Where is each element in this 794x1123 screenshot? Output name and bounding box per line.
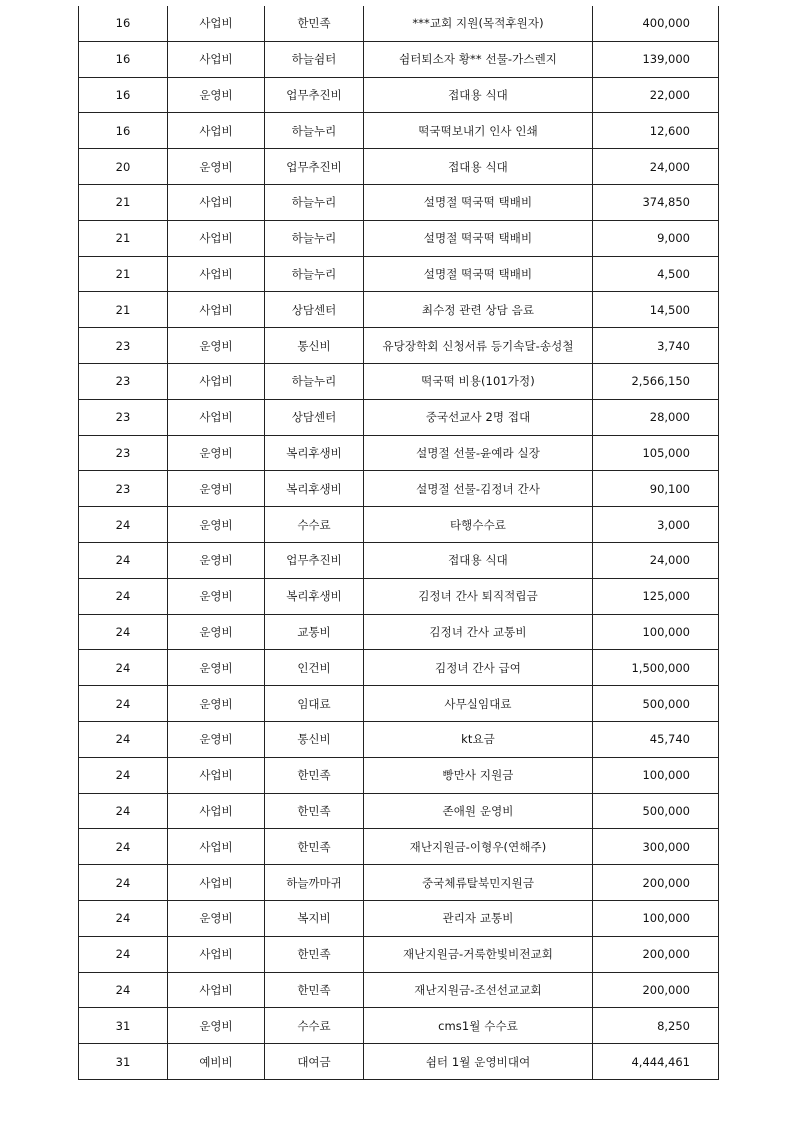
table-row [79, 972, 719, 1008]
description-cell: 중국선교사 2명 접대 [364, 399, 593, 435]
description-cell: 빵만사 지원금 [364, 757, 593, 793]
day-cell: 16 [79, 113, 168, 149]
subcategory-cell: 한민족 [265, 936, 364, 972]
day-cell: 23 [79, 399, 168, 435]
subcategory-cell: 하늘쉼터 [265, 41, 364, 77]
category-cell: 운영비 [168, 149, 265, 185]
day-cell: 24 [79, 721, 168, 757]
description-cell: 재난지원금-거룩한빛비전교회 [364, 936, 593, 972]
description-cell: 관리자 교통비 [364, 900, 593, 936]
amount-cell: 300,000 [593, 829, 719, 865]
amount-cell: 28,000 [593, 399, 719, 435]
subcategory-cell: 하늘까마귀 [265, 865, 364, 901]
table-row [79, 721, 719, 757]
table-row [79, 829, 719, 865]
day-cell: 24 [79, 900, 168, 936]
subcategory-cell: 업무추진비 [265, 149, 364, 185]
description-cell: kt요금 [364, 721, 593, 757]
category-cell: 사업비 [168, 113, 265, 149]
description-cell: 유당장학회 신청서류 등기속달-송성철 [364, 328, 593, 364]
category-cell: 운영비 [168, 471, 265, 507]
description-cell: ***교회 지원(목적후원자) [364, 6, 593, 41]
subcategory-cell: 하늘누리 [265, 113, 364, 149]
table-row [79, 113, 719, 149]
table-row [79, 6, 719, 41]
amount-cell: 45,740 [593, 721, 719, 757]
description-cell: 최수정 관련 상담 음료 [364, 292, 593, 328]
subcategory-cell: 상담센터 [265, 292, 364, 328]
amount-cell: 200,000 [593, 936, 719, 972]
category-cell: 예비비 [168, 1044, 265, 1080]
table-row [79, 77, 719, 113]
category-cell: 운영비 [168, 435, 265, 471]
category-cell: 사업비 [168, 793, 265, 829]
table-row [79, 757, 719, 793]
day-cell: 24 [79, 507, 168, 543]
category-cell: 사업비 [168, 184, 265, 220]
table-row [79, 793, 719, 829]
subcategory-cell: 복리후생비 [265, 435, 364, 471]
day-cell: 21 [79, 292, 168, 328]
table-row [79, 650, 719, 686]
subcategory-cell: 하늘누리 [265, 184, 364, 220]
day-cell: 23 [79, 363, 168, 399]
amount-cell: 100,000 [593, 757, 719, 793]
category-cell: 사업비 [168, 972, 265, 1008]
subcategory-cell: 업무추진비 [265, 77, 364, 113]
day-cell: 24 [79, 829, 168, 865]
subcategory-cell: 한민족 [265, 972, 364, 1008]
description-cell: 설명절 선물-윤예라 실장 [364, 435, 593, 471]
amount-cell: 24,000 [593, 149, 719, 185]
table-row [79, 865, 719, 901]
table-row [79, 184, 719, 220]
category-cell: 사업비 [168, 41, 265, 77]
day-cell: 24 [79, 936, 168, 972]
subcategory-cell: 업무추진비 [265, 542, 364, 578]
subcategory-cell: 하늘누리 [265, 220, 364, 256]
amount-cell: 12,600 [593, 113, 719, 149]
category-cell: 사업비 [168, 399, 265, 435]
category-cell: 운영비 [168, 77, 265, 113]
category-cell: 사업비 [168, 256, 265, 292]
amount-cell: 3,000 [593, 507, 719, 543]
day-cell: 16 [79, 6, 168, 41]
category-cell: 사업비 [168, 936, 265, 972]
amount-cell: 139,000 [593, 41, 719, 77]
description-cell: 떡국떡 비용(101가정) [364, 363, 593, 399]
day-cell: 16 [79, 77, 168, 113]
table-row [79, 435, 719, 471]
category-cell: 사업비 [168, 865, 265, 901]
category-cell: 운영비 [168, 686, 265, 722]
category-cell: 운영비 [168, 1008, 265, 1044]
description-cell: 존애원 운영비 [364, 793, 593, 829]
table-row [79, 686, 719, 722]
table-row [79, 578, 719, 614]
description-cell: 김정녀 간사 퇴직적립금 [364, 578, 593, 614]
day-cell: 16 [79, 41, 168, 77]
amount-cell: 500,000 [593, 686, 719, 722]
description-cell: 중국체류탈북민지원금 [364, 865, 593, 901]
day-cell: 23 [79, 471, 168, 507]
amount-cell: 90,100 [593, 471, 719, 507]
day-cell: 24 [79, 793, 168, 829]
table-row [79, 149, 719, 185]
subcategory-cell: 인건비 [265, 650, 364, 686]
category-cell: 사업비 [168, 363, 265, 399]
category-cell: 운영비 [168, 721, 265, 757]
table-row [79, 328, 719, 364]
ledger-body [79, 6, 719, 1079]
description-cell: 설명절 선물-김정녀 간사 [364, 471, 593, 507]
amount-cell: 1,500,000 [593, 650, 719, 686]
description-cell: 타행수수료 [364, 507, 593, 543]
table-row [79, 256, 719, 292]
table-row [79, 471, 719, 507]
description-cell: 쉼터 1월 운영비대여 [364, 1044, 593, 1080]
description-cell: 재난지원금-조선선교교회 [364, 972, 593, 1008]
amount-cell: 3,740 [593, 328, 719, 364]
subcategory-cell: 수수료 [265, 507, 364, 543]
subcategory-cell: 교통비 [265, 614, 364, 650]
amount-cell: 400,000 [593, 6, 719, 41]
description-cell: cms1월 수수료 [364, 1008, 593, 1044]
day-cell: 20 [79, 149, 168, 185]
amount-cell: 200,000 [593, 972, 719, 1008]
expense-ledger-table [78, 6, 719, 1080]
table-row [79, 507, 719, 543]
description-cell: 재난지원금-이형우(연해주) [364, 829, 593, 865]
day-cell: 24 [79, 686, 168, 722]
amount-cell: 100,000 [593, 614, 719, 650]
day-cell: 24 [79, 542, 168, 578]
description-cell: 설명절 떡국떡 택배비 [364, 184, 593, 220]
subcategory-cell: 복리후생비 [265, 578, 364, 614]
table-row [79, 900, 719, 936]
day-cell: 21 [79, 184, 168, 220]
day-cell: 21 [79, 256, 168, 292]
table-row [79, 542, 719, 578]
day-cell: 24 [79, 578, 168, 614]
subcategory-cell: 복지비 [265, 900, 364, 936]
subcategory-cell: 통신비 [265, 328, 364, 364]
table-row [79, 220, 719, 256]
amount-cell: 374,850 [593, 184, 719, 220]
category-cell: 운영비 [168, 650, 265, 686]
day-cell: 23 [79, 435, 168, 471]
category-cell: 운영비 [168, 614, 265, 650]
subcategory-cell: 한민족 [265, 757, 364, 793]
day-cell: 24 [79, 972, 168, 1008]
category-cell: 사업비 [168, 829, 265, 865]
amount-cell: 200,000 [593, 865, 719, 901]
category-cell: 운영비 [168, 578, 265, 614]
table-row [79, 292, 719, 328]
subcategory-cell: 한민족 [265, 6, 364, 41]
table-row [79, 936, 719, 972]
category-cell: 사업비 [168, 757, 265, 793]
description-cell: 김정녀 간사 교통비 [364, 614, 593, 650]
description-cell: 쉼터퇴소자 황** 선물-가스렌지 [364, 41, 593, 77]
category-cell: 운영비 [168, 507, 265, 543]
amount-cell: 4,444,461 [593, 1044, 719, 1080]
amount-cell: 125,000 [593, 578, 719, 614]
day-cell: 31 [79, 1008, 168, 1044]
subcategory-cell: 한민족 [265, 829, 364, 865]
amount-cell: 8,250 [593, 1008, 719, 1044]
description-cell: 설명절 떡국떡 택배비 [364, 256, 593, 292]
day-cell: 31 [79, 1044, 168, 1080]
description-cell: 접대용 식대 [364, 149, 593, 185]
table-row [79, 1044, 719, 1080]
day-cell: 24 [79, 757, 168, 793]
amount-cell: 500,000 [593, 793, 719, 829]
category-cell: 운영비 [168, 900, 265, 936]
amount-cell: 24,000 [593, 542, 719, 578]
amount-cell: 9,000 [593, 220, 719, 256]
table-row [79, 41, 719, 77]
description-cell: 접대용 식대 [364, 77, 593, 113]
description-cell: 사무실임대료 [364, 686, 593, 722]
amount-cell: 105,000 [593, 435, 719, 471]
subcategory-cell: 하늘누리 [265, 256, 364, 292]
table-row [79, 614, 719, 650]
day-cell: 24 [79, 614, 168, 650]
amount-cell: 4,500 [593, 256, 719, 292]
description-cell: 설명절 떡국떡 택배비 [364, 220, 593, 256]
subcategory-cell: 임대료 [265, 686, 364, 722]
category-cell: 사업비 [168, 6, 265, 41]
description-cell: 떡국떡보내기 인사 인쇄 [364, 113, 593, 149]
subcategory-cell: 대여금 [265, 1044, 364, 1080]
day-cell: 23 [79, 328, 168, 364]
subcategory-cell: 통신비 [265, 721, 364, 757]
category-cell: 사업비 [168, 220, 265, 256]
table-row [79, 399, 719, 435]
subcategory-cell: 상담센터 [265, 399, 364, 435]
day-cell: 21 [79, 220, 168, 256]
amount-cell: 22,000 [593, 77, 719, 113]
description-cell: 김정녀 간사 급여 [364, 650, 593, 686]
description-cell: 접대용 식대 [364, 542, 593, 578]
amount-cell: 14,500 [593, 292, 719, 328]
category-cell: 운영비 [168, 542, 265, 578]
subcategory-cell: 한민족 [265, 793, 364, 829]
category-cell: 운영비 [168, 328, 265, 364]
amount-cell: 2,566,150 [593, 363, 719, 399]
day-cell: 24 [79, 650, 168, 686]
day-cell: 24 [79, 865, 168, 901]
subcategory-cell: 복리후생비 [265, 471, 364, 507]
subcategory-cell: 수수료 [265, 1008, 364, 1044]
table-row [79, 363, 719, 399]
table-row [79, 1008, 719, 1044]
category-cell: 사업비 [168, 292, 265, 328]
subcategory-cell: 하늘누리 [265, 363, 364, 399]
amount-cell: 100,000 [593, 900, 719, 936]
